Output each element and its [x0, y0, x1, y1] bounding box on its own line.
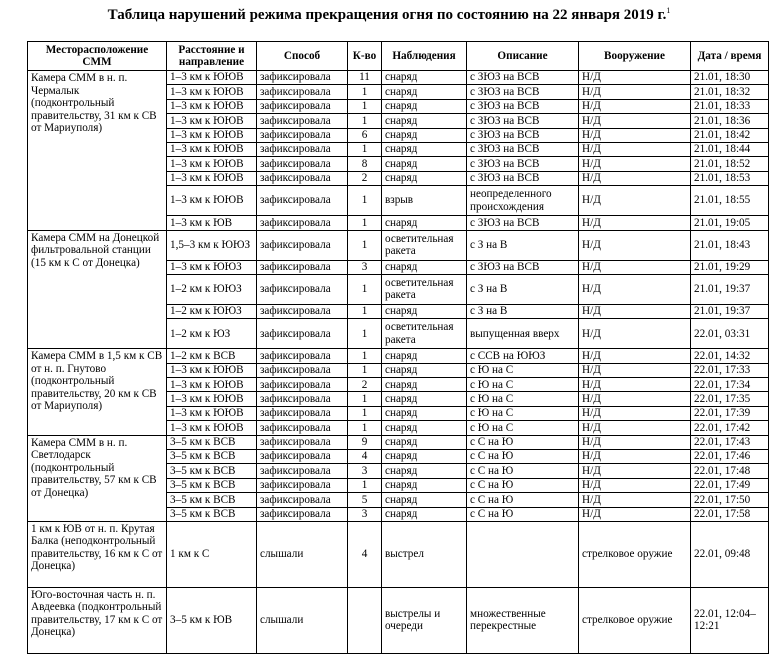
distance-cell: 1–2 км к ЮЮЗ	[167, 304, 257, 318]
location-cell: 1 км к ЮВ от н. п. Крутая Балка (неподконтрольный правительству, 16 км к С от Донецка)	[28, 521, 167, 587]
description-cell: с ЗЮЗ на ВСВ	[467, 157, 579, 171]
weapon-cell: Н/Д	[579, 493, 691, 507]
observation-cell: снаряд	[382, 421, 467, 435]
observation-cell: снаряд	[382, 378, 467, 392]
datetime-cell: 22.01, 17:49	[691, 478, 769, 492]
datetime-cell: 21.01, 18:30	[691, 71, 769, 85]
description-cell: с ЗЮЗ на ВСВ	[467, 85, 579, 99]
distance-cell: 3–5 км к ЮВ	[167, 587, 257, 653]
page-title	[0, 6, 778, 24]
method-cell: зафиксировала	[257, 392, 348, 406]
description-cell: с С на Ю	[467, 507, 579, 521]
qty-cell: 4	[348, 450, 382, 464]
datetime-cell: 21.01, 19:29	[691, 260, 769, 274]
description-cell: с С на Ю	[467, 493, 579, 507]
distance-cell: 1–3 км к ЮЮВ	[167, 378, 257, 392]
observation-cell: осветительная ракета	[382, 230, 467, 260]
qty-cell: 1	[348, 304, 382, 318]
observation-cell: снаряд	[382, 507, 467, 521]
weapon-cell: стрелковое оружие	[579, 521, 691, 587]
datetime-cell: 22.01, 17:35	[691, 392, 769, 406]
qty-cell: 1	[348, 99, 382, 113]
distance-cell: 1–3 км к ЮЮВ	[167, 363, 257, 377]
qty-cell: 8	[348, 157, 382, 171]
weapon-cell: Н/Д	[579, 230, 691, 260]
qty-cell: 3	[348, 260, 382, 274]
weapon-cell: Н/Д	[579, 319, 691, 349]
observation-cell: снаряд	[382, 260, 467, 274]
datetime-cell: 21.01, 19:37	[691, 304, 769, 318]
header-row	[28, 42, 769, 71]
observation-cell: снаряд	[382, 85, 467, 99]
description-cell: с С на Ю	[467, 435, 579, 449]
method-cell: зафиксировала	[257, 363, 348, 377]
description-cell: с Ю на С	[467, 406, 579, 420]
col-observations: Наблюдения	[382, 42, 467, 71]
distance-cell: 1–3 км к ЮЮЗ	[167, 260, 257, 274]
qty-cell: 1	[348, 406, 382, 420]
datetime-cell: 21.01, 18:44	[691, 142, 769, 156]
method-cell: зафиксировала	[257, 142, 348, 156]
qty-cell: 3	[348, 464, 382, 478]
method-cell: зафиксировала	[257, 85, 348, 99]
description-cell: с З на В	[467, 274, 579, 304]
observation-cell: осветительная ракета	[382, 319, 467, 349]
description-cell: с Ю на С	[467, 421, 579, 435]
weapon-cell: Н/Д	[579, 114, 691, 128]
table-row	[28, 230, 769, 260]
description-cell: с С на Ю	[467, 478, 579, 492]
weapon-cell: Н/Д	[579, 507, 691, 521]
qty-cell: 2	[348, 378, 382, 392]
footnote-mark: 1	[666, 6, 671, 15]
description-cell: с ЗЮЗ на ВСВ	[467, 71, 579, 85]
col-location: Месторасположение СММ	[28, 42, 167, 71]
distance-cell: 3–5 км к ВСВ	[167, 507, 257, 521]
weapon-cell: Н/Д	[579, 421, 691, 435]
observation-cell: выстрелы и очереди	[382, 587, 467, 653]
description-cell: с ЗЮЗ на ВСВ	[467, 142, 579, 156]
method-cell: слышали	[257, 587, 348, 653]
weapon-cell: Н/Д	[579, 216, 691, 230]
title-text: Таблица нарушений режима прекращения огня по состоянию на 22 января 2019 г.	[107, 7, 667, 23]
description-cell: с ЗЮЗ на ВСВ	[467, 128, 579, 142]
method-cell: зафиксировала	[257, 319, 348, 349]
datetime-cell: 22.01, 17:39	[691, 406, 769, 420]
datetime-cell: 21.01, 18:55	[691, 186, 769, 216]
weapon-cell: Н/Д	[579, 378, 691, 392]
method-cell: зафиксировала	[257, 157, 348, 171]
datetime-cell: 22.01, 17:43	[691, 435, 769, 449]
observation-cell: снаряд	[382, 493, 467, 507]
method-cell: зафиксировала	[257, 304, 348, 318]
qty-cell: 11	[348, 71, 382, 85]
weapon-cell: Н/Д	[579, 349, 691, 363]
weapon-cell: Н/Д	[579, 392, 691, 406]
description-cell: выпущенная вверх	[467, 319, 579, 349]
method-cell: зафиксировала	[257, 421, 348, 435]
observation-cell: снаряд	[382, 464, 467, 478]
observation-cell: снаряд	[382, 406, 467, 420]
weapon-cell: Н/Д	[579, 435, 691, 449]
datetime-cell: 21.01, 19:05	[691, 216, 769, 230]
weapon-cell: Н/Д	[579, 99, 691, 113]
datetime-cell: 22.01, 12:04–12:21	[691, 587, 769, 653]
location-cell: Камера СММ в 1,5 км к СВ от н. п. Гнутово (подконтрольный правительству, 20 км к СВ от Мариуполя)	[28, 349, 167, 435]
description-cell: с ССВ на ЮЮЗ	[467, 349, 579, 363]
observation-cell: осветительная ракета	[382, 274, 467, 304]
distance-cell: 1–3 км к ЮЮВ	[167, 85, 257, 99]
qty-cell: 1	[348, 85, 382, 99]
weapon-cell: Н/Д	[579, 186, 691, 216]
table-row	[28, 71, 769, 85]
distance-cell: 1–2 км к ЮЗ	[167, 319, 257, 349]
datetime-cell: 21.01, 18:43	[691, 230, 769, 260]
weapon-cell: Н/Д	[579, 406, 691, 420]
description-cell: с З на В	[467, 304, 579, 318]
datetime-cell: 22.01, 17:34	[691, 378, 769, 392]
distance-cell: 1–3 км к ЮВ	[167, 216, 257, 230]
observation-cell: снаряд	[382, 142, 467, 156]
weapon-cell: Н/Д	[579, 363, 691, 377]
datetime-cell: 21.01, 18:32	[691, 85, 769, 99]
observation-cell: снаряд	[382, 216, 467, 230]
observation-cell: снаряд	[382, 157, 467, 171]
weapon-cell: Н/Д	[579, 450, 691, 464]
weapon-cell: Н/Д	[579, 171, 691, 185]
datetime-cell: 22.01, 17:58	[691, 507, 769, 521]
distance-cell: 1–3 км к ЮЮВ	[167, 186, 257, 216]
qty-cell: 4	[348, 521, 382, 587]
description-cell: множественные перекрестные	[467, 587, 579, 653]
datetime-cell: 21.01, 18:53	[691, 171, 769, 185]
qty-cell	[348, 587, 382, 653]
observation-cell: снаряд	[382, 304, 467, 318]
weapon-cell: Н/Д	[579, 304, 691, 318]
location-cell: Камера СММ в н. п. Светлодарск (подконтрольный правительству, 57 км к СВ от Донецка)	[28, 435, 167, 521]
description-cell: с ЗЮЗ на ВСВ	[467, 114, 579, 128]
weapon-cell: стрелковое оружие	[579, 587, 691, 653]
col-qty: К-во	[348, 42, 382, 71]
location-cell: Юго-восточная часть н. п. Авдеевка (подконтрольный правительству, 17 км к С от Донецка)	[28, 587, 167, 653]
qty-cell: 1	[348, 114, 382, 128]
description-cell: с ЗЮЗ на ВСВ	[467, 99, 579, 113]
method-cell: зафиксировала	[257, 186, 348, 216]
method-cell: зафиксировала	[257, 349, 348, 363]
observation-cell: снаряд	[382, 171, 467, 185]
qty-cell: 1	[348, 319, 382, 349]
distance-cell: 1–3 км к ЮЮВ	[167, 392, 257, 406]
weapon-cell: Н/Д	[579, 478, 691, 492]
method-cell: зафиксировала	[257, 99, 348, 113]
description-cell: с Ю на С	[467, 363, 579, 377]
qty-cell: 1	[348, 421, 382, 435]
col-weapon: Вооружение	[579, 42, 691, 71]
weapon-cell: Н/Д	[579, 274, 691, 304]
description-cell: с ЗЮЗ на ВСВ	[467, 260, 579, 274]
qty-cell: 9	[348, 435, 382, 449]
method-cell: зафиксировала	[257, 435, 348, 449]
qty-cell: 5	[348, 493, 382, 507]
method-cell: зафиксировала	[257, 406, 348, 420]
weapon-cell: Н/Д	[579, 157, 691, 171]
datetime-cell: 22.01, 17:50	[691, 493, 769, 507]
datetime-cell: 22.01, 17:48	[691, 464, 769, 478]
method-cell: зафиксировала	[257, 216, 348, 230]
distance-cell: 1–3 км к ЮЮВ	[167, 99, 257, 113]
location-cell: Камера СММ на Донецкой фильтровальной станции (15 км к С от Донецка)	[28, 230, 167, 349]
observation-cell: снаряд	[382, 478, 467, 492]
weapon-cell: Н/Д	[579, 464, 691, 478]
observation-cell: снаряд	[382, 435, 467, 449]
datetime-cell: 21.01, 18:42	[691, 128, 769, 142]
description-cell: с ЗЮЗ на ВСВ	[467, 171, 579, 185]
description-cell	[467, 521, 579, 587]
qty-cell: 1	[348, 216, 382, 230]
table-row	[28, 587, 769, 653]
weapon-cell: Н/Д	[579, 71, 691, 85]
table-row	[28, 435, 769, 449]
method-cell: зафиксировала	[257, 230, 348, 260]
location-cell: Камера СММ в н. п. Чермалык (подконтрольный правительству, 31 км к СВ от Мариуполя)	[28, 71, 167, 231]
col-method: Способ	[257, 42, 348, 71]
observation-cell: снаряд	[382, 392, 467, 406]
observation-cell: снаряд	[382, 128, 467, 142]
distance-cell: 1–3 км к ЮЮВ	[167, 114, 257, 128]
distance-cell: 1–3 км к ЮЮВ	[167, 421, 257, 435]
qty-cell: 1	[348, 363, 382, 377]
datetime-cell: 22.01, 14:32	[691, 349, 769, 363]
method-cell: зафиксировала	[257, 464, 348, 478]
distance-cell: 1–3 км к ЮЮВ	[167, 71, 257, 85]
weapon-cell: Н/Д	[579, 142, 691, 156]
distance-cell: 3–5 км к ВСВ	[167, 435, 257, 449]
method-cell: зафиксировала	[257, 478, 348, 492]
qty-cell: 1	[348, 186, 382, 216]
distance-cell: 1–3 км к ЮЮВ	[167, 128, 257, 142]
qty-cell: 1	[348, 230, 382, 260]
observation-cell: снаряд	[382, 114, 467, 128]
observation-cell: выстрел	[382, 521, 467, 587]
description-cell: с Ю на С	[467, 378, 579, 392]
method-cell: зафиксировала	[257, 128, 348, 142]
distance-cell: 1–2 км к ВСВ	[167, 349, 257, 363]
qty-cell: 6	[348, 128, 382, 142]
qty-cell: 1	[348, 349, 382, 363]
method-cell: зафиксировала	[257, 260, 348, 274]
method-cell: зафиксировала	[257, 71, 348, 85]
datetime-cell: 21.01, 18:33	[691, 99, 769, 113]
distance-cell: 1,5–3 км к ЮЮЗ	[167, 230, 257, 260]
method-cell: зафиксировала	[257, 507, 348, 521]
col-description: Описание	[467, 42, 579, 71]
observation-cell: снаряд	[382, 71, 467, 85]
datetime-cell: 22.01, 17:42	[691, 421, 769, 435]
method-cell: зафиксировала	[257, 274, 348, 304]
qty-cell: 1	[348, 478, 382, 492]
method-cell: слышали	[257, 521, 348, 587]
col-datetime: Дата / время	[691, 42, 769, 71]
description-cell: с С на Ю	[467, 450, 579, 464]
description-cell: с З на В	[467, 230, 579, 260]
observation-cell: взрыв	[382, 186, 467, 216]
description-cell: с С на Ю	[467, 464, 579, 478]
distance-cell: 3–5 км к ВСВ	[167, 450, 257, 464]
description-cell: с Ю на С	[467, 392, 579, 406]
method-cell: зафиксировала	[257, 378, 348, 392]
weapon-cell: Н/Д	[579, 260, 691, 274]
method-cell: зафиксировала	[257, 493, 348, 507]
distance-cell: 1 км к С	[167, 521, 257, 587]
qty-cell: 1	[348, 142, 382, 156]
distance-cell: 1–3 км к ЮЮВ	[167, 157, 257, 171]
description-cell: неопределенного происхождения	[467, 186, 579, 216]
weapon-cell: Н/Д	[579, 85, 691, 99]
distance-cell: 1–2 км к ЮЮЗ	[167, 274, 257, 304]
datetime-cell: 22.01, 03:31	[691, 319, 769, 349]
col-distance: Расстояние и направление	[167, 42, 257, 71]
distance-cell: 1–3 км к ЮЮВ	[167, 406, 257, 420]
datetime-cell: 21.01, 18:52	[691, 157, 769, 171]
distance-cell: 3–5 км к ВСВ	[167, 493, 257, 507]
table-row	[28, 349, 769, 363]
qty-cell: 1	[348, 392, 382, 406]
distance-cell: 3–5 км к ВСВ	[167, 464, 257, 478]
table-row	[28, 521, 769, 587]
observation-cell: снаряд	[382, 363, 467, 377]
datetime-cell: 22.01, 17:46	[691, 450, 769, 464]
qty-cell: 1	[348, 274, 382, 304]
method-cell: зафиксировала	[257, 450, 348, 464]
description-cell: с ЗЮЗ на ВСВ	[467, 216, 579, 230]
qty-cell: 3	[348, 507, 382, 521]
method-cell: зафиксировала	[257, 114, 348, 128]
distance-cell: 1–3 км к ЮЮВ	[167, 171, 257, 185]
qty-cell: 2	[348, 171, 382, 185]
distance-cell: 1–3 км к ЮЮВ	[167, 142, 257, 156]
datetime-cell: 21.01, 18:36	[691, 114, 769, 128]
datetime-cell: 22.01, 17:33	[691, 363, 769, 377]
violations-table	[27, 41, 769, 654]
observation-cell: снаряд	[382, 450, 467, 464]
weapon-cell: Н/Д	[579, 128, 691, 142]
observation-cell: снаряд	[382, 349, 467, 363]
distance-cell: 3–5 км к ВСВ	[167, 478, 257, 492]
datetime-cell: 22.01, 09:48	[691, 521, 769, 587]
method-cell: зафиксировала	[257, 171, 348, 185]
observation-cell: снаряд	[382, 99, 467, 113]
datetime-cell: 21.01, 19:37	[691, 274, 769, 304]
